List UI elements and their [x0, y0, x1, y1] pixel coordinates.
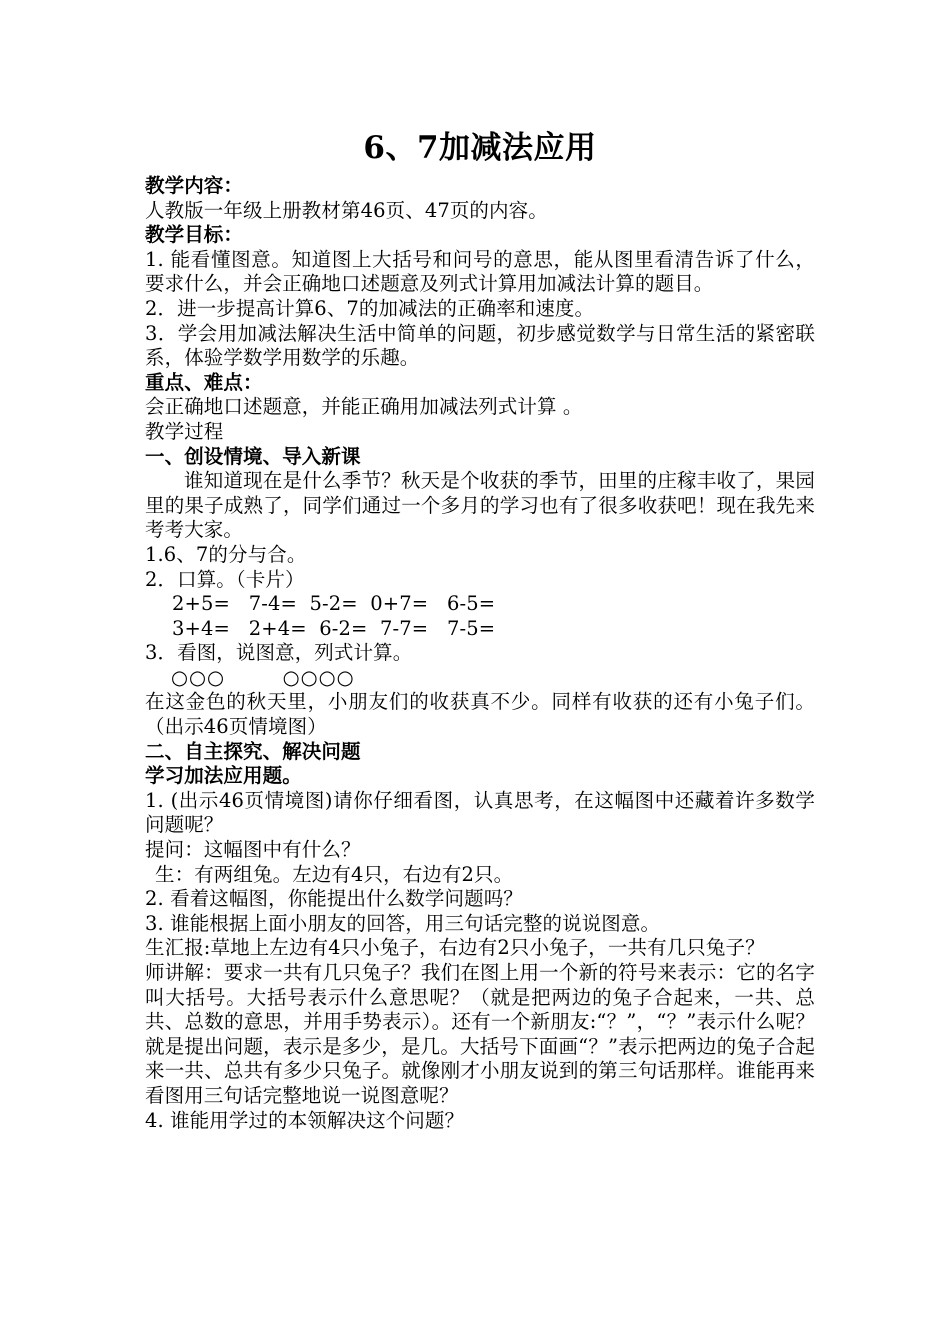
step-4: 4. 谁能用学过的本领解决这个问题？ — [145, 1108, 465, 1132]
part1-heading: 一、创设情境、导入新课 — [145, 444, 361, 468]
circles-figure: ○○○ ○○○○ — [171, 665, 355, 689]
item-3: 3．看图，说图意，列式计算。 — [145, 641, 413, 665]
process-heading: 教学过程 — [145, 419, 224, 443]
step-3: 3. 谁能根据上面小朋友的回答，用三句话完整的说说图意。 — [145, 911, 661, 935]
goal-heading: 教学目标： — [145, 223, 244, 247]
report-text: 生汇报:草地上左边有4只小兔子，右边有2只小兔子，一共有几只兔子？ — [145, 936, 765, 960]
key-heading: 重点、难点： — [145, 370, 263, 394]
document-title: 6、7加减法应用 — [363, 130, 597, 166]
part2-heading: 二、自主探究、解决问题 — [145, 739, 361, 763]
content-heading: 教学内容： — [145, 174, 244, 197]
calc-row-1: 2+5= 7-4= 5-2= 0+7= 6-5= — [172, 592, 496, 616]
calc-row-2: 3+4= 2+4= 6-2= 7-7= 7-5= — [172, 616, 496, 640]
part1-intro: 谁知道现在是什么季节？秋天是个收获的季节，田里的庄稼丰收了，果园里的果子成熟了，同学们通过一个多月的学习也有了很多收获吧！现在我先来考考大家。 — [145, 469, 815, 542]
ask-text: 提问：这幅图中有什么？ — [145, 838, 361, 862]
goal-1: 1. 能看懂图意。知道图上大括号和问号的意思，能从图里看清告诉了什么，要求什么，并会正确地口述题意及列式计算用加减法计算的题目。 — [145, 247, 815, 296]
learn-heading: 学习加法应用题。 — [145, 764, 302, 788]
goal-3: 3．学会用加减法解决生活中简单的问题，初步感觉数学与日常生活的紧密联系，体验学数学用数学的乐趣。 — [145, 321, 815, 370]
content-text: 人教版一年级上册教材第46页、47页的内容。 — [145, 198, 548, 222]
autumn-text: 在这金色的秋天里，小朋友们的收获真不少。同样有收获的还有小兔子们。（出示46页情境图） — [145, 690, 815, 739]
item-2: 2．口算。（卡片） — [145, 567, 305, 591]
document-page — [145, 128, 815, 1133]
step-2: 2. 看着这幅图，你能提出什么数学问题吗？ — [145, 887, 523, 911]
goal-2: 2．进一步提高计算6、7的加减法的正确率和速度。 — [145, 296, 595, 320]
item-1: 1.6、7的分与合。 — [145, 542, 307, 566]
key-text: 会正确地口述题意，并能正确用加减法列式计算 。 — [145, 395, 583, 419]
student-answer: 生：有两组兔。左边有4只，右边有2只。 — [155, 862, 514, 886]
explain-text: 师讲解：要求一共有几只兔子？我们在图上用一个新的符号来表示：它的名字叫大括号。大括号表示什么意思呢？（就是把两边的兔子合起来，一共、总共、总数的意思，并用手势表示）。还有一个新朋友:“？”，“？”表示什么呢？就是提出问题，表示是多少，是几。大括号下面画“？”表示把两边的兔子合起来一共、总共有多少只兔子。就像刚才小朋友说到的第三句话那样。谁能再来看图用三句话完整地说一说图意呢？ — [145, 961, 815, 1107]
step-1: 1. (出示46页情境图)请你仔细看图，认真思考，在这幅图中还藏着许多数学问题呢？ — [145, 788, 815, 837]
